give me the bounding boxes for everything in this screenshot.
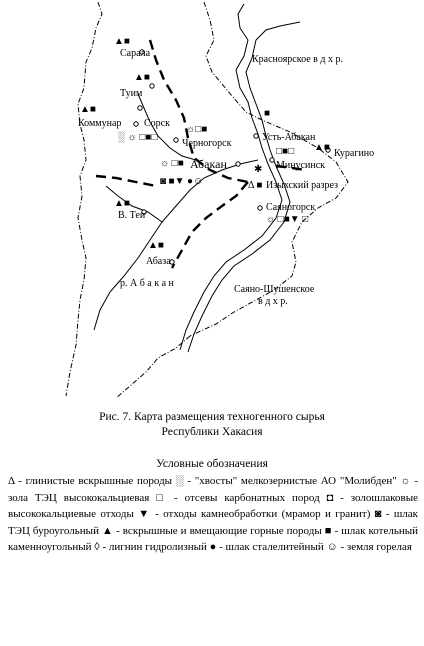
settlement-markers (134, 50, 330, 264)
label-abaza: Абаза (146, 256, 171, 267)
legend-item (94, 541, 209, 553)
legend-text: - шлак сталелитейный (216, 541, 327, 554)
legend-symbol: ▼ (138, 508, 151, 521)
legend-text: - отсевы (167, 491, 225, 504)
symbols-abakan-2: ◙ ■▼ ●☺ (160, 176, 204, 187)
legend-symbol: ☺ (326, 541, 338, 554)
legend-text: - шлак ТЭЦ буроугольный (8, 508, 419, 537)
legend-text: - вскрышные и вмещающие горные породы (113, 524, 325, 537)
symbols-sarala: ▲■ (114, 36, 130, 47)
symbols-ust-abakan: ■ (264, 108, 271, 119)
legend-symbol: ● (209, 541, 217, 554)
legend-symbol: □ (156, 491, 168, 504)
krasnoyarsk-reservoir (238, 4, 300, 40)
legend-symbol: ◊ (94, 541, 100, 554)
label-izykh: Изыхский разрез (266, 180, 339, 191)
legend-text: - земля горелая (337, 541, 412, 554)
symbols-tuim: ▲■ (134, 72, 150, 83)
label-sarala: Сарала (120, 48, 151, 59)
figure-caption (0, 410, 424, 440)
label-sayanogorsk: Саяногорск (266, 202, 316, 213)
label-v-tei: В. Теи (118, 210, 146, 221)
legend-symbol: Δ (8, 475, 15, 487)
caption-line-2: Республики Хакасия (161, 426, 263, 438)
legend-symbol: ░ (175, 475, 184, 487)
symbols-kuragino: ▲■ (314, 142, 330, 153)
label-minusinsk: Минусинск (276, 160, 326, 171)
symbols-izykh: Δ ■ (248, 180, 263, 191)
symbols-chernogorsk: ☼□■ (186, 124, 208, 135)
legend-text: - глинистые вскрышные породы (14, 475, 176, 487)
railway-west (96, 176, 156, 186)
legend-text: - золошлаковые высококальциевые отходы (8, 491, 418, 521)
label-sorsk: Сорск (144, 118, 170, 129)
symbols-minusinsk: □■□ (276, 146, 295, 157)
legend-item (210, 541, 327, 553)
label-kommunar: Коммунар (78, 118, 122, 129)
symbols-v-tei: ▲■ (114, 198, 130, 209)
symbols-abakan-1: ☼ □■ (160, 158, 184, 169)
symbols-sorsk: ░ ☼ □■□ (118, 132, 158, 143)
legend-text: - шлак котельный каменноугольный (8, 524, 418, 554)
republic-border-south (116, 336, 190, 398)
legend-item (138, 508, 375, 520)
symbols-abakan-star: ✱ (254, 164, 263, 175)
legend-text: - зола ТЭЦ высококальциевая (8, 475, 418, 504)
republic-border (66, 2, 102, 396)
label-sayano-reservoir-2: в д х р. (258, 296, 288, 307)
symbols-sayanogorsk: ☼ □■▼ □ (266, 214, 309, 225)
legend-item (8, 475, 176, 487)
legend-symbol: ☼ (400, 475, 411, 487)
legend-text: - лигнин гидролизный (99, 541, 210, 554)
legend-symbol: ■ (324, 524, 332, 537)
legend-item (176, 475, 340, 487)
caption-line-1: Рис. 7. Карта размещения техногенного сырья (99, 411, 325, 423)
symbols-kommunar: ▲■ (80, 104, 96, 115)
label-krasnoyarsk-reservoir: Красноярское в д х р. (252, 54, 343, 65)
legend-symbol: ◘ (326, 491, 334, 504)
label-ust-abakan: Усть-Абакан (262, 132, 316, 143)
legend-item (102, 525, 325, 537)
legend-text: - "хвосты" мелкозернистые АО (183, 475, 340, 487)
legend-symbol: ◙ (374, 508, 382, 521)
legend-title: Условные обозначения (156, 458, 268, 470)
label-tuim: Туим (120, 88, 143, 99)
legend-symbol: ▲ (101, 524, 114, 537)
symbols-abaza: ▲■ (148, 240, 164, 251)
legend-item (156, 492, 224, 504)
legend-item (326, 541, 411, 553)
label-kuragino: Курагино (334, 148, 375, 159)
label-chernogorsk: Черногорск (182, 138, 232, 149)
legend-item (224, 492, 326, 504)
legend-text: карбонатных пород (224, 491, 327, 504)
label-sayano-reservoir: Саяно-Шушенское (234, 284, 315, 295)
legend-item (340, 475, 401, 487)
legend-text: "Молибден" (339, 475, 401, 487)
label-river-abakan: р. А б а к а н (120, 278, 174, 289)
label-abakan: Абакан (190, 157, 227, 171)
legend (8, 473, 418, 556)
legend-text: - отходы камнеобработки (мрамор и гранит) (150, 508, 375, 521)
